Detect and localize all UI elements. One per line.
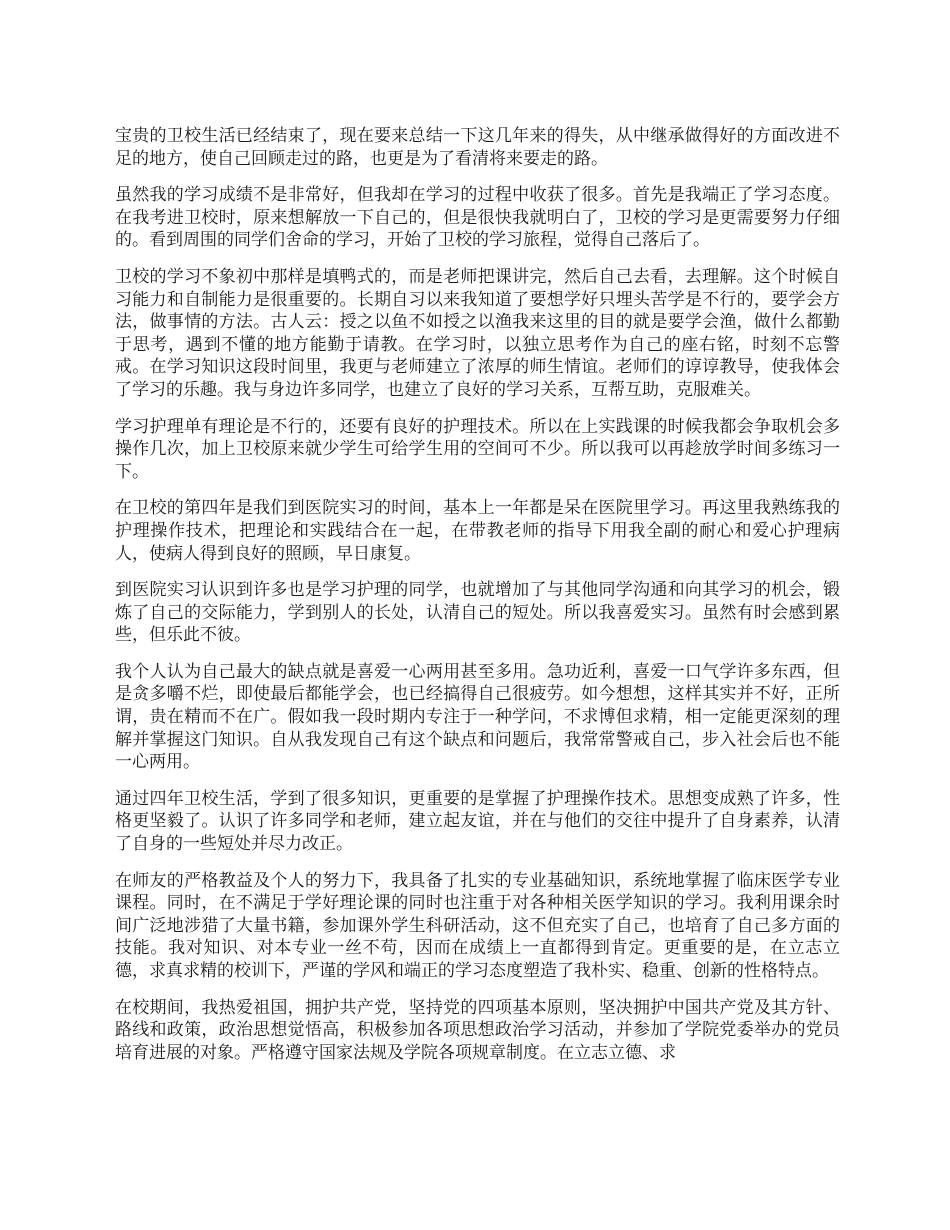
paragraph-8: 通过四年卫校生活，学到了很多知识，更重要的是掌握了护理操作技术。思想变成熟了许多，性格更坚毅了。认识了许多同学和老师，建立起友谊，并在与他们的交往中提升了自身素养，认清了自身的一些短处并尽力改正。	[115, 788, 840, 855]
paragraph-6: 到医院实习认识到许多也是学习护理的同学，也就增加了与其他同学沟通和向其学习的机会，锻炼了自己的交际能力，学到别人的长处，认清自己的短处。所以我喜爱实习。虽然有时会感到累些，但乐此不彼。	[115, 580, 840, 646]
paragraph-10: 在校期间，我热爱祖国，拥护共产党，坚持党的四项基本原则，坚决拥护中国共产党及其方针、路线和政策，政治思想觉悟高，积极参加各项思想政治学习活动，并参加了学院党委举办的党员培育进展的对象。严格遵守国家法规及学院各项规章制度。在立志立德、求	[115, 997, 840, 1063]
paragraph-3: 卫校的学习不象初中那样是填鸭式的，而是老师把课讲完，然后自己去看，去理解。这个时候自习能力和自制能力是很重要的。长期自习以来我知道了要想学好只埋头苦学是不行的，要学会方法，做事情的方法。古人云：授之以鱼不如授之以渔我来这里的目的就是要学会渔，做什么都勤于思考，遇到不懂的地方能勤于请教。在学习时，以独立思考作为自己的座右铭，时刻不忘警戒。在学习知识这段时间里，我更与老师建立了浓厚的师生情谊。老师们的谆谆教导，使我体会了学习的乐趣。我与身边许多同学，也建立了良好的学习关系，互帮互助，克服难关。	[115, 266, 840, 400]
paragraph-1: 宝贵的卫校生活已经结束了，现在要来总结一下这几年来的得失，从中继承做得好的方面改进不足的地方，使自己回顾走过的路，也更是为了看清将来要走的路。	[115, 126, 840, 169]
paragraph-2: 虽然我的学习成绩不是非常好，但我却在学习的过程中收获了很多。首先是我端正了学习态度。在我考进卫校时，原来想解放一下自己的，但是很快我就明白了，卫校的学习是更需要努力仔细的。看到周围的同学们舍命的学习，开始了卫校的学习旅程，觉得自己落后了。	[115, 185, 840, 251]
document-body	[115, 125, 840, 1078]
paragraph-7: 我个人认为自己最大的缺点就是喜爱一心两用甚至多用。急功近利，喜爱一口气学许多东西，但是贪多嚼不烂，即使最后都能学会，也已经搞得自己很疲劳。如今想想，这样其实并不好，正所谓，贵在精而不在广。假如我一段时期内专注于一种学问，不求博但求精，相一定能更深刻的理解并掌握这门知识。自从我发现自己有这个缺点和问题后，我常常警戒自己，步入社会后也不能一心两用。	[115, 661, 840, 773]
paragraph-4: 学习护理单有理论是不行的，还要有良好的护理技术。所以在上实践课的时候我都会争取机会多操作几次，加上卫校原来就少学生可给学生用的空间可不少。所以我可以再趁放学时间多练习一下。	[115, 416, 840, 482]
paragraph-9: 在师友的严格教益及个人的努力下，我具备了扎实的专业基础知识，系统地掌握了临床医学专业课程。同时，在不满足于学好理论课的同时也注重于对各种相关医学知识的学习。我利用课余时间广泛地涉猎了大量书籍，参加课外学生科研活动，这不但充实了自己，也培育了自己多方面的技能。我对知识、对本专业一丝不苟，因而在成绩上一直都得到肯定。更重要的是，在立志立德，求真求精的校训下，严谨的学风和端正的学习态度塑造了我朴实、稳重、创新的性格特点。	[115, 870, 840, 981]
paragraph-5: 在卫校的第四年是我们到医院实习的时间，基本上一年都是呆在医院里学习。再这里我熟练我的护理操作技术，把理论和实践结合在一起，在带教老师的指导下用我全副的耐心和爱心护理病人，使病人得到良好的照顾，早日康复。	[115, 498, 840, 564]
